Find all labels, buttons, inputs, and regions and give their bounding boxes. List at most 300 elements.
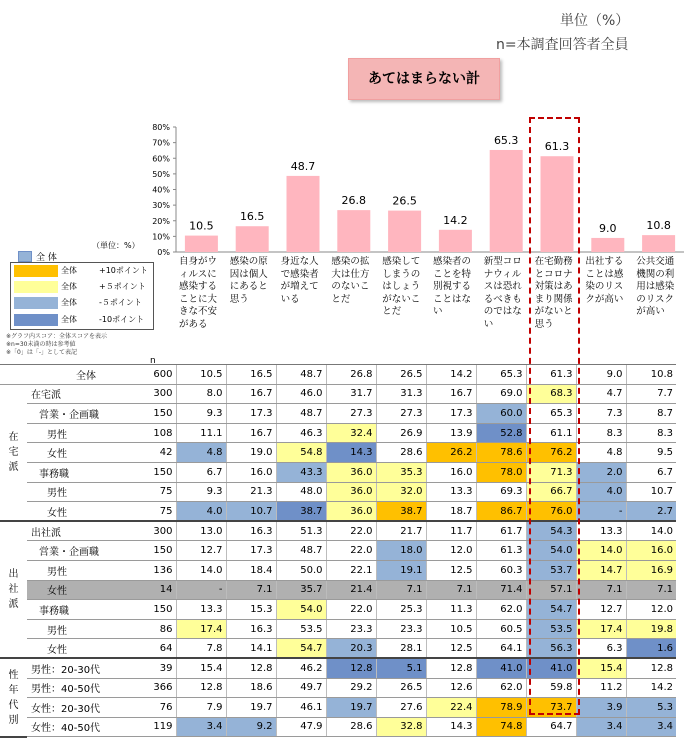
table-row — [0, 560, 676, 580]
bar-value-label: 26.5 — [392, 194, 417, 208]
table-cell: 12.5 — [426, 639, 476, 659]
table-cell: 26.5 — [376, 365, 426, 385]
table-cell: 14.0 — [176, 560, 226, 580]
bar-value-label: 65.3 — [493, 133, 519, 147]
table-cell: 22.0 — [326, 521, 376, 541]
column-header: 感染の原因は個人にあると思う — [229, 256, 268, 305]
table-cell: 16.7 — [426, 384, 476, 404]
base-label: n=本調査回答者全員 — [496, 37, 629, 53]
bar-value-label: 48.7 — [290, 159, 316, 173]
table-cell: - — [176, 580, 226, 600]
table-cell: 12.0 — [626, 600, 676, 620]
table-row — [0, 698, 676, 718]
note-line: ※グラフ内スコア：全体スコアを表示 — [6, 333, 108, 340]
table-cell: 11.3 — [426, 600, 476, 620]
table-cell: 9.3 — [176, 482, 226, 502]
legend-left-label: 全体 — [61, 314, 77, 324]
bar — [236, 226, 269, 252]
table-cell: 64.7 — [526, 717, 576, 737]
bar-value-label: 10.5 — [189, 219, 214, 233]
table-cell: 7.1 — [426, 580, 476, 600]
table-cell: 46.1 — [276, 698, 326, 718]
column-header: 感染の拡大は仕方のないことだ — [331, 256, 370, 305]
group-label: 性 年 代 別 — [0, 658, 27, 736]
row-n: 366 — [142, 678, 176, 698]
table-cell: 29.2 — [326, 678, 376, 698]
table-cell: 28.1 — [376, 639, 426, 659]
table-cell: 65.3 — [526, 404, 576, 424]
bar — [591, 238, 624, 252]
table-cell: 11.7 — [426, 521, 476, 541]
table-cell: 7.7 — [626, 384, 676, 404]
table-cell: 11.1 — [176, 423, 226, 443]
table-cell: 60.3 — [476, 560, 526, 580]
table-cell: 7.1 — [626, 580, 676, 600]
table-cell: 10.7 — [626, 482, 676, 502]
table-cell: 43.3 — [276, 462, 326, 482]
table-cell: 64.1 — [476, 639, 526, 659]
table-cell: 10.8 — [626, 365, 676, 385]
table-cell: 76.0 — [526, 502, 576, 522]
table-cell: 4.8 — [576, 443, 626, 463]
legend-right-label: +５ポイント — [99, 282, 146, 292]
y-tick-label: 70% — [152, 138, 170, 148]
table-cell: 7.1 — [226, 580, 276, 600]
legend-left-label: 全体 — [61, 266, 77, 275]
note-line: ※「0」は「-」として表記 — [6, 349, 78, 356]
table-cell: 66.7 — [526, 482, 576, 502]
table-cell: 21.4 — [326, 580, 376, 600]
table-cell: 14.0 — [576, 541, 626, 561]
table-cell: 19.7 — [226, 698, 276, 718]
table-cell: 20.3 — [326, 639, 376, 659]
table-cell: 18.4 — [226, 560, 276, 580]
table-cell: - — [576, 502, 626, 522]
row-label: 女性：20-30代 — [27, 698, 142, 718]
table-cell: 74.8 — [476, 717, 526, 737]
table-cell: 3.4 — [626, 717, 676, 737]
row-n: 39 — [142, 658, 176, 678]
n-column-label: n — [150, 356, 156, 366]
table-cell: 60.0 — [476, 404, 526, 424]
column-header: 身近な人で感染者が増えている — [280, 256, 319, 305]
table-cell: 62.0 — [476, 678, 526, 698]
row-label: 男性 — [27, 560, 142, 580]
table-cell: 18.0 — [376, 541, 426, 561]
table-cell: 7.8 — [176, 639, 226, 659]
table-cell: 7.1 — [576, 580, 626, 600]
bar-value-label: 61.3 — [544, 140, 570, 154]
table-cell: 14.3 — [326, 443, 376, 463]
row-n: 42 — [142, 443, 176, 463]
table-cell: 78.9 — [476, 698, 526, 718]
table-cell: 12.7 — [576, 600, 626, 620]
table-cell: 13.9 — [426, 423, 476, 443]
table-cell: 2.0 — [576, 462, 626, 482]
chart-title: あてはまらない計 — [348, 58, 500, 100]
table-cell: 7.9 — [176, 698, 226, 718]
table-cell: 12.6 — [426, 678, 476, 698]
y-tick-label: 60% — [152, 154, 170, 164]
row-n: 76 — [142, 698, 176, 718]
table-cell: 36.0 — [326, 462, 376, 482]
table-cell: 7.3 — [576, 404, 626, 424]
row-n: 150 — [142, 404, 176, 424]
table-cell: 14.2 — [626, 678, 676, 698]
table-cell: 73.7 — [526, 698, 576, 718]
row-label: 女性 — [27, 502, 142, 522]
table-cell: 56.3 — [526, 639, 576, 659]
table-cell: 48.7 — [276, 541, 326, 561]
table-cell: 46.2 — [276, 658, 326, 678]
row-n: 600 — [142, 365, 176, 385]
table-cell: 69.3 — [476, 482, 526, 502]
row-n: 108 — [142, 423, 176, 443]
row-n: 75 — [142, 502, 176, 522]
legend-swatch-all — [18, 251, 32, 262]
table-row — [0, 658, 676, 678]
table-cell: 17.3 — [426, 404, 476, 424]
legend-swatch — [14, 281, 58, 293]
table-row — [0, 639, 676, 659]
table-cell: 18.7 — [426, 502, 476, 522]
bar — [642, 235, 675, 252]
table-cell: 16.9 — [626, 560, 676, 580]
table-cell: 8.0 — [176, 384, 226, 404]
table-cell: 16.0 — [626, 541, 676, 561]
table-cell: 22.1 — [326, 560, 376, 580]
row-label: 営業・企画職 — [27, 541, 142, 561]
table-cell: 12.5 — [426, 560, 476, 580]
table-cell: 53.7 — [526, 560, 576, 580]
legend-swatch — [14, 265, 58, 277]
table-row — [0, 462, 676, 482]
table-cell: 22.4 — [426, 698, 476, 718]
row-n: 14 — [142, 580, 176, 600]
table-row — [0, 482, 676, 502]
group-label: 出 社 派 — [0, 521, 27, 658]
table-cell: 86.7 — [476, 502, 526, 522]
y-tick-label: 40% — [152, 185, 170, 195]
table-cell: 5.3 — [626, 698, 676, 718]
table-cell: 26.2 — [426, 443, 476, 463]
table-cell: 62.0 — [476, 600, 526, 620]
table-cell: 76.2 — [526, 443, 576, 463]
table-cell: 15.4 — [176, 658, 226, 678]
table-cell: 13.3 — [176, 600, 226, 620]
table-cell: 21.7 — [376, 521, 426, 541]
table-cell: 5.1 — [376, 658, 426, 678]
row-label: 事務職 — [27, 462, 142, 482]
table-cell: 54.0 — [276, 600, 326, 620]
legend-notes — [6, 333, 107, 357]
legend-left-label: 全体 — [61, 298, 77, 308]
table-cell: 38.7 — [276, 502, 326, 522]
bar-value-label: 14.2 — [443, 213, 468, 227]
legend-all-label: 全 体 — [36, 253, 57, 263]
row-label: 女性 — [27, 639, 142, 659]
table-cell: 14.0 — [626, 521, 676, 541]
column-header: 自身がウィルスに感染することに大きな不安がある — [179, 256, 218, 330]
table-cell: 12.8 — [176, 678, 226, 698]
table-cell: 16.0 — [226, 462, 276, 482]
bar — [388, 211, 421, 252]
column-header: 在宅勤務とコロナ対策はあまり関係がないと思う — [534, 256, 573, 330]
table-row — [0, 521, 676, 541]
table-cell: 26.8 — [326, 365, 376, 385]
legend-swatch — [14, 297, 58, 309]
table-row — [0, 541, 676, 561]
table-cell: 53.5 — [276, 619, 326, 639]
table-cell: 8.3 — [576, 423, 626, 443]
table-row — [0, 502, 676, 522]
table-cell: 36.0 — [326, 482, 376, 502]
table-cell: 23.3 — [376, 619, 426, 639]
row-label: 事務職 — [27, 600, 142, 620]
table-cell: 19.7 — [326, 698, 376, 718]
table-cell: 4.7 — [576, 384, 626, 404]
row-n: 136 — [142, 560, 176, 580]
table-cell: 78.0 — [476, 462, 526, 482]
table-cell: 41.0 — [476, 658, 526, 678]
column-header: 感染者のことを特別視することはない — [433, 256, 472, 317]
row-n: 64 — [142, 639, 176, 659]
table-cell: 14.3 — [426, 717, 476, 737]
table-cell: 32.0 — [376, 482, 426, 502]
table-cell: 57.1 — [526, 580, 576, 600]
row-n: 150 — [142, 600, 176, 620]
table-cell: 12.0 — [426, 541, 476, 561]
table-cell: 61.3 — [526, 365, 576, 385]
group-label — [0, 365, 27, 385]
table-cell: 16.7 — [226, 423, 276, 443]
table-cell: 54.7 — [276, 639, 326, 659]
bar-value-label: 16.5 — [239, 210, 265, 224]
table-cell: 11.2 — [576, 678, 626, 698]
row-n: 86 — [142, 619, 176, 639]
table-row — [0, 619, 676, 639]
unit-label: 単位（%） — [560, 13, 630, 29]
table-cell: 17.4 — [576, 619, 626, 639]
table-cell: 13.0 — [176, 521, 226, 541]
row-n: 150 — [142, 541, 176, 561]
row-n: 119 — [142, 717, 176, 737]
bar-value-label: 26.8 — [341, 194, 367, 208]
bar — [185, 236, 218, 252]
table-cell: 31.7 — [326, 384, 376, 404]
table-cell: 54.7 — [526, 600, 576, 620]
bar-value-label: 10.8 — [646, 219, 671, 233]
table-cell: 61.7 — [476, 521, 526, 541]
table-cell: 3.4 — [176, 717, 226, 737]
table-cell: 4.8 — [176, 443, 226, 463]
table-cell: 41.0 — [526, 658, 576, 678]
group-label: 在 宅 派 — [0, 384, 27, 521]
row-label: 全体 — [27, 365, 142, 385]
legend-item — [11, 312, 151, 328]
table-cell: 48.7 — [276, 404, 326, 424]
table-cell: 17.3 — [226, 541, 276, 561]
row-label: 男性：20-30代 — [27, 658, 142, 678]
column-header: 出社することは感染のリスクが高い — [585, 256, 624, 305]
table-cell: 65.3 — [476, 365, 526, 385]
table-cell: 46.3 — [276, 423, 326, 443]
table-cell: 71.3 — [526, 462, 576, 482]
table-cell: 54.3 — [526, 521, 576, 541]
column-header: 公共交通機関の利用は感染のリスクが高い — [636, 256, 675, 317]
table-cell: 10.5 — [176, 365, 226, 385]
table-cell: 16.7 — [226, 384, 276, 404]
table-cell: 21.3 — [226, 482, 276, 502]
row-label: 営業・企画職 — [27, 404, 142, 424]
legend-swatch — [14, 314, 58, 326]
table-cell: 13.3 — [426, 482, 476, 502]
table-cell: 28.6 — [326, 717, 376, 737]
table-cell: 22.0 — [326, 541, 376, 561]
table-cell: 4.0 — [176, 502, 226, 522]
table-cell: 12.8 — [626, 658, 676, 678]
table-cell: 6.3 — [576, 639, 626, 659]
table-cell: 4.0 — [576, 482, 626, 502]
bar-value-label: 9.0 — [599, 221, 617, 235]
bar-chart — [0, 0, 685, 260]
table-cell: 8.7 — [626, 404, 676, 424]
table-cell: 68.3 — [526, 384, 576, 404]
table-cell: 10.7 — [226, 502, 276, 522]
table-row — [0, 580, 676, 600]
table-cell: 32.8 — [376, 717, 426, 737]
table-cell: 17.3 — [226, 404, 276, 424]
table-cell: 61.1 — [526, 423, 576, 443]
table-row — [0, 404, 676, 424]
legend-left-label: 全体 — [61, 282, 77, 292]
table-cell: 52.8 — [476, 423, 526, 443]
legend-item — [11, 279, 151, 295]
table-cell: 47.9 — [276, 717, 326, 737]
table-cell: 27.3 — [326, 404, 376, 424]
table-cell: 59.8 — [526, 678, 576, 698]
table-cell: 28.6 — [376, 443, 426, 463]
table-cell: 9.2 — [226, 717, 276, 737]
y-tick-label: 80% — [152, 123, 170, 132]
legend-right-label: +10ポイント — [99, 266, 148, 275]
table-cell: 71.4 — [476, 580, 526, 600]
table-row — [0, 600, 676, 620]
table-cell: 51.3 — [276, 521, 326, 541]
table-cell: 16.5 — [226, 365, 276, 385]
table-cell: 54.8 — [276, 443, 326, 463]
table-cell: 3.9 — [576, 698, 626, 718]
table-cell: 12.7 — [176, 541, 226, 561]
table-cell: 53.5 — [526, 619, 576, 639]
row-n: 300 — [142, 384, 176, 404]
table-cell: 35.7 — [276, 580, 326, 600]
table-row — [0, 384, 676, 404]
y-tick-label: 20% — [152, 216, 170, 226]
table-cell: 3.4 — [576, 717, 626, 737]
table-cell: 16.3 — [226, 521, 276, 541]
table-cell: 12.8 — [226, 658, 276, 678]
row-n: 300 — [142, 521, 176, 541]
row-label: 出社派 — [27, 521, 142, 541]
column-header: 感染してしまうのはしょうがないことだ — [382, 256, 421, 317]
table-cell: 27.3 — [376, 404, 426, 424]
table-cell: 54.0 — [526, 541, 576, 561]
note-line: ※n=30未満の時は参考値 — [6, 341, 76, 348]
table-cell: 49.7 — [276, 678, 326, 698]
table-cell: 6.7 — [626, 462, 676, 482]
table-cell: 19.1 — [376, 560, 426, 580]
table-cell: 22.0 — [326, 600, 376, 620]
table-cell: 16.3 — [226, 619, 276, 639]
legend-unit-note: （単位：%） — [92, 241, 140, 250]
table-cell: 14.2 — [426, 365, 476, 385]
table-cell: 19.0 — [226, 443, 276, 463]
table-cell: 9.0 — [576, 365, 626, 385]
column-header: 新型コロナウィルスは恐れるべきものではない — [483, 256, 522, 330]
legend-item — [11, 295, 151, 311]
table-cell: 36.0 — [326, 502, 376, 522]
table-cell: 15.3 — [226, 600, 276, 620]
y-tick-label: 10% — [152, 232, 170, 242]
table-cell: 6.7 — [176, 462, 226, 482]
row-n: 150 — [142, 462, 176, 482]
table-cell: 78.6 — [476, 443, 526, 463]
table-cell: 27.6 — [376, 698, 426, 718]
table-cell: 35.3 — [376, 462, 426, 482]
table-cell: 12.8 — [326, 658, 376, 678]
bar — [541, 156, 574, 252]
table-cell: 13.3 — [576, 521, 626, 541]
table-cell: 1.6 — [626, 639, 676, 659]
table-cell: 14.7 — [576, 560, 626, 580]
table-cell: 14.1 — [226, 639, 276, 659]
table-cell: 69.0 — [476, 384, 526, 404]
table-cell: 46.0 — [276, 384, 326, 404]
row-label: 男性 — [27, 482, 142, 502]
y-tick-label: 0% — [157, 248, 170, 257]
table-cell: 12.8 — [426, 658, 476, 678]
table-cell: 9.5 — [626, 443, 676, 463]
table-cell: 31.3 — [376, 384, 426, 404]
table-cell: 25.3 — [376, 600, 426, 620]
table-cell: 61.3 — [476, 541, 526, 561]
row-label: 女性：40-50代 — [27, 717, 142, 737]
row-label: 在宅派 — [27, 384, 142, 404]
row-label: 男性：40-50代 — [27, 678, 142, 698]
row-label: 女性 — [27, 580, 142, 600]
table-cell: 60.5 — [476, 619, 526, 639]
bar — [439, 230, 472, 252]
row-label: 女性 — [27, 443, 142, 463]
table-row — [0, 678, 676, 698]
table-cell: 8.3 — [626, 423, 676, 443]
table-cell: 15.4 — [576, 658, 626, 678]
table-cell: 38.7 — [376, 502, 426, 522]
table-cell: 48.7 — [276, 365, 326, 385]
legend-right-label: -10ポイント — [99, 314, 145, 324]
table-cell: 16.0 — [426, 462, 476, 482]
legend-item — [11, 263, 151, 279]
bar — [287, 176, 320, 252]
table-cell: 2.7 — [626, 502, 676, 522]
legend-right-label: -５ポイント — [99, 298, 142, 308]
table-cell: 48.0 — [276, 482, 326, 502]
table-cell: 32.4 — [326, 423, 376, 443]
bar — [337, 210, 370, 252]
table-cell: 7.1 — [376, 580, 426, 600]
row-label: 男性 — [27, 423, 142, 443]
